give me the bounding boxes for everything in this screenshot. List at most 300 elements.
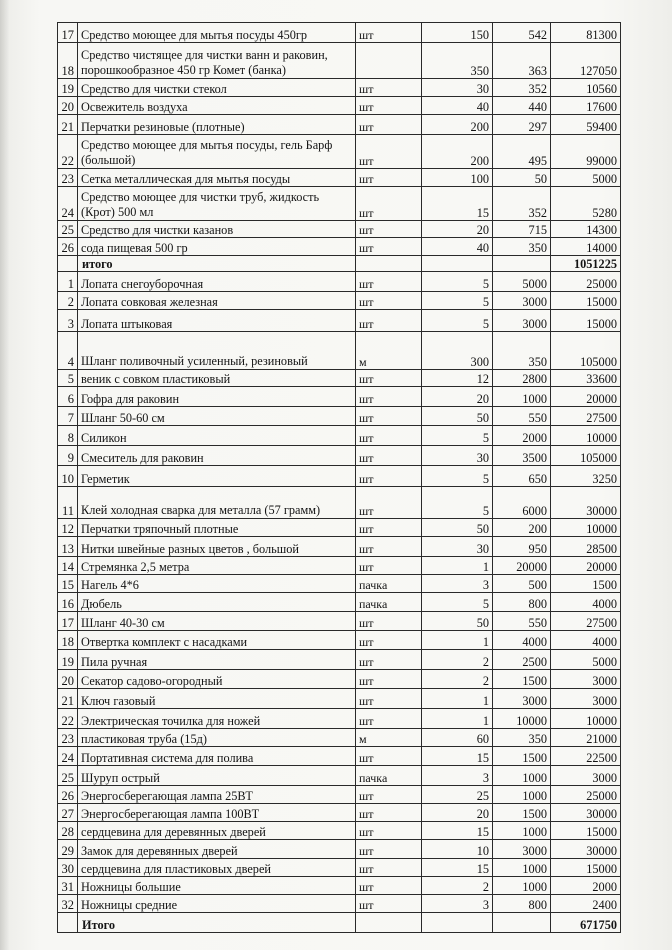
item-name: Пила ручная: [78, 650, 356, 670]
line-sum: 1500: [551, 575, 621, 593]
line-sum: 59400: [551, 115, 621, 135]
item-name: Портативная система для полива: [78, 747, 356, 766]
row-number: 27: [58, 804, 78, 822]
quantity: 2: [422, 650, 493, 670]
unit-of-measure: шт: [356, 466, 422, 487]
item-name: сердцевина для пластиковых дверей: [78, 859, 356, 877]
item-name: Средство для чистки казанов: [78, 221, 356, 238]
table-row: [58, 407, 621, 426]
unit-of-measure: шт: [356, 747, 422, 766]
item-name: Ножницы средние: [78, 895, 356, 913]
unit-price: 1000: [493, 766, 551, 786]
unit-of-measure: шт: [356, 709, 422, 729]
unit-price: 800: [493, 593, 551, 612]
unit-of-measure: пачка: [356, 766, 422, 786]
line-sum: 15000: [551, 310, 621, 332]
line-sum: 27500: [551, 612, 621, 631]
unit-price: 1000: [493, 387, 551, 407]
table-row: [58, 631, 621, 650]
quantity: 20: [422, 221, 493, 238]
unit-of-measure: шт: [356, 786, 422, 804]
unit-price: 800: [493, 895, 551, 913]
table-row: [58, 135, 621, 169]
line-sum: 25000: [551, 786, 621, 804]
quantity: 200: [422, 115, 493, 135]
table-row: [58, 766, 621, 786]
item-name: Ключ газовый: [78, 689, 356, 709]
unit-of-measure: шт: [356, 859, 422, 877]
unit-price: 350: [493, 238, 551, 256]
line-sum: 3000: [551, 670, 621, 689]
line-sum: 3250: [551, 466, 621, 487]
item-name: сода пищевая 500 гр: [78, 238, 356, 256]
table-row: [58, 292, 621, 310]
quantity: 2: [422, 877, 493, 895]
total-sum: 671750: [551, 913, 621, 933]
unit-of-measure: шт: [356, 557, 422, 575]
table-row: [58, 729, 621, 747]
item-name: Средство для чистки стекол: [78, 79, 356, 97]
item-name: Шланг поливочный усиленный, резиновый: [78, 332, 356, 370]
line-sum: 99000: [551, 135, 621, 169]
quantity: 25: [422, 786, 493, 804]
unit-price: 200: [493, 519, 551, 537]
line-sum: 81300: [551, 23, 621, 43]
total-number-cell: [58, 913, 78, 933]
item-name: Стремянка 2,5 метра: [78, 557, 356, 575]
unit-of-measure: шт: [356, 612, 422, 631]
unit-of-measure: шт: [356, 689, 422, 709]
row-number: 21: [58, 115, 78, 135]
row-number: 12: [58, 519, 78, 537]
unit-price: 5000: [493, 272, 551, 292]
unit-price: 1000: [493, 786, 551, 804]
line-sum: 14300: [551, 221, 621, 238]
table-row: [58, 877, 621, 895]
line-sum: 25000: [551, 272, 621, 292]
item-name: Замок для деревянных дверей: [78, 840, 356, 859]
unit-price: 20000: [493, 557, 551, 575]
table-row: [58, 709, 621, 729]
unit-of-measure: шт: [356, 272, 422, 292]
item-name: Средство моющее для мытья посуды 450гр: [78, 23, 356, 43]
quantity: 60: [422, 729, 493, 747]
item-name: Нитки швейные разных цветов , большой: [78, 537, 356, 557]
row-number: 25: [58, 221, 78, 238]
unit-of-measure: [356, 43, 422, 79]
row-number: 11: [58, 487, 78, 519]
quantity: 12: [422, 370, 493, 387]
row-number: 28: [58, 822, 78, 840]
unit-price: 350: [493, 332, 551, 370]
unit-price: 2000: [493, 426, 551, 446]
total-price-cell: [493, 913, 551, 933]
unit-price: 363: [493, 43, 551, 79]
row-number: 17: [58, 23, 78, 43]
unit-price: 350: [493, 729, 551, 747]
unit-of-measure: шт: [356, 79, 422, 97]
item-name: Освежитель воздуха: [78, 97, 356, 115]
quantity: 10: [422, 840, 493, 859]
table-row: [58, 115, 621, 135]
total-number-cell: [58, 256, 78, 272]
table-row: [58, 612, 621, 631]
quantity: 3: [422, 575, 493, 593]
unit-of-measure: шт: [356, 221, 422, 238]
unit-price: 1000: [493, 877, 551, 895]
quantity: 40: [422, 97, 493, 115]
unit-of-measure: шт: [356, 407, 422, 426]
line-sum: 5000: [551, 650, 621, 670]
unit-of-measure: шт: [356, 822, 422, 840]
line-sum: 10000: [551, 709, 621, 729]
row-number: 23: [58, 169, 78, 187]
quantity: 100: [422, 169, 493, 187]
unit-of-measure: пачка: [356, 575, 422, 593]
row-number: 9: [58, 446, 78, 466]
quantity: 1: [422, 631, 493, 650]
line-sum: 33600: [551, 370, 621, 387]
unit-price: 440: [493, 97, 551, 115]
row-number: 24: [58, 747, 78, 766]
line-sum: 10000: [551, 426, 621, 446]
line-sum: 10560: [551, 79, 621, 97]
table-row: [58, 747, 621, 766]
row-number: 13: [58, 537, 78, 557]
total-unit-cell: [356, 256, 422, 272]
unit-price: 3000: [493, 689, 551, 709]
items-table: [57, 22, 621, 933]
table-row: [58, 575, 621, 593]
unit-of-measure: шт: [356, 135, 422, 169]
quantity: 150: [422, 23, 493, 43]
item-name: Лопата совковая железная: [78, 292, 356, 310]
unit-price: 715: [493, 221, 551, 238]
row-number: 23: [58, 729, 78, 747]
item-name: Энергосберегающая лампа 25ВТ: [78, 786, 356, 804]
quantity: 20: [422, 804, 493, 822]
total-sum: 1051225: [551, 256, 621, 272]
unit-of-measure: шт: [356, 537, 422, 557]
scan-edge-shadow: [0, 0, 9, 950]
unit-of-measure: шт: [356, 631, 422, 650]
item-name: Энергосберегающая лампа 100ВТ: [78, 804, 356, 822]
quantity: 3: [422, 766, 493, 786]
total-label: итого: [78, 256, 356, 272]
line-sum: 3000: [551, 689, 621, 709]
unit-of-measure: м: [356, 729, 422, 747]
total-row: [58, 256, 621, 272]
item-name: пластиковая труба (15д): [78, 729, 356, 747]
line-sum: 30000: [551, 840, 621, 859]
line-sum: 21000: [551, 729, 621, 747]
table-row: [58, 670, 621, 689]
unit-price: 3500: [493, 446, 551, 466]
item-name: Отвертка комплект с насадками: [78, 631, 356, 650]
row-number: 6: [58, 387, 78, 407]
unit-price: 1500: [493, 747, 551, 766]
item-name: Шуруп острый: [78, 766, 356, 786]
unit-of-measure: шт: [356, 97, 422, 115]
line-sum: 20000: [551, 557, 621, 575]
quantity: 1: [422, 557, 493, 575]
line-sum: 4000: [551, 593, 621, 612]
row-number: 19: [58, 79, 78, 97]
unit-price: 1500: [493, 670, 551, 689]
item-name: Силикон: [78, 426, 356, 446]
table-row: [58, 804, 621, 822]
unit-price: 10000: [493, 709, 551, 729]
unit-of-measure: шт: [356, 169, 422, 187]
items-table-body: [58, 23, 621, 933]
quantity: 30: [422, 446, 493, 466]
row-number: 19: [58, 650, 78, 670]
unit-price: 1500: [493, 804, 551, 822]
line-sum: 22500: [551, 747, 621, 766]
quantity: 300: [422, 332, 493, 370]
row-number: 17: [58, 612, 78, 631]
unit-of-measure: пачка: [356, 593, 422, 612]
row-number: 2: [58, 292, 78, 310]
item-name: Средство чистящее для чистки ванн и раковин, порошкообразное 450 гр Комет (банка): [78, 43, 356, 79]
item-name: Сетка металлическая для мытья посуды: [78, 169, 356, 187]
row-number: 7: [58, 407, 78, 426]
quantity: 2: [422, 670, 493, 689]
row-number: 20: [58, 670, 78, 689]
row-number: 3: [58, 310, 78, 332]
table-row: [58, 822, 621, 840]
unit-of-measure: шт: [356, 895, 422, 913]
unit-of-measure: шт: [356, 238, 422, 256]
unit-price: 3000: [493, 840, 551, 859]
unit-of-measure: шт: [356, 23, 422, 43]
item-name: сердцевина для деревянных дверей: [78, 822, 356, 840]
item-name: Секатор садово-огородный: [78, 670, 356, 689]
line-sum: 127050: [551, 43, 621, 79]
unit-price: 550: [493, 407, 551, 426]
unit-of-measure: шт: [356, 670, 422, 689]
quantity: 50: [422, 519, 493, 537]
line-sum: 15000: [551, 822, 621, 840]
table-row: [58, 79, 621, 97]
total-price-cell: [493, 256, 551, 272]
table-row: [58, 187, 621, 221]
unit-price: 2800: [493, 370, 551, 387]
item-name: Лопата штыковая: [78, 310, 356, 332]
row-number: 1: [58, 272, 78, 292]
total-label: Итого: [78, 913, 356, 933]
row-number: 16: [58, 593, 78, 612]
unit-of-measure: шт: [356, 519, 422, 537]
unit-price: 4000: [493, 631, 551, 650]
quantity: 5: [422, 487, 493, 519]
quantity: 1: [422, 709, 493, 729]
quantity: 40: [422, 238, 493, 256]
quantity: 200: [422, 135, 493, 169]
unit-price: 352: [493, 79, 551, 97]
unit-of-measure: шт: [356, 387, 422, 407]
total-unit-cell: [356, 913, 422, 933]
row-number: 21: [58, 689, 78, 709]
item-name: Нагель 4*6: [78, 575, 356, 593]
unit-price: 542: [493, 23, 551, 43]
item-name: Перчатки тряпочный плотные: [78, 519, 356, 537]
table-row: [58, 43, 621, 79]
unit-price: 500: [493, 575, 551, 593]
line-sum: 28500: [551, 537, 621, 557]
unit-price: 2500: [493, 650, 551, 670]
quantity: 5: [422, 292, 493, 310]
quantity: 3: [422, 895, 493, 913]
table-row: [58, 650, 621, 670]
quantity: 15: [422, 187, 493, 221]
table-row: [58, 370, 621, 387]
line-sum: 20000: [551, 387, 621, 407]
line-sum: 15000: [551, 292, 621, 310]
unit-of-measure: шт: [356, 426, 422, 446]
row-number: 22: [58, 135, 78, 169]
quantity: 15: [422, 859, 493, 877]
row-number: 31: [58, 877, 78, 895]
line-sum: 2000: [551, 877, 621, 895]
total-qty-cell: [422, 256, 493, 272]
quantity: 50: [422, 612, 493, 631]
unit-price: 297: [493, 115, 551, 135]
row-number: 29: [58, 840, 78, 859]
table-row: [58, 169, 621, 187]
row-number: 5: [58, 370, 78, 387]
item-name: Шланг 40-30 см: [78, 612, 356, 631]
table-row: [58, 593, 621, 612]
unit-price: 1000: [493, 859, 551, 877]
unit-price: 1000: [493, 822, 551, 840]
unit-price: 950: [493, 537, 551, 557]
unit-of-measure: шт: [356, 187, 422, 221]
row-number: 20: [58, 97, 78, 115]
unit-of-measure: шт: [356, 370, 422, 387]
table-row: [58, 426, 621, 446]
unit-price: 550: [493, 612, 551, 631]
line-sum: 30000: [551, 804, 621, 822]
unit-price: 6000: [493, 487, 551, 519]
table-row: [58, 487, 621, 519]
table-row: [58, 537, 621, 557]
unit-of-measure: м: [356, 332, 422, 370]
item-name: Лопата снегоуборочная: [78, 272, 356, 292]
table-row: [58, 840, 621, 859]
row-number: 26: [58, 786, 78, 804]
quantity: 5: [422, 310, 493, 332]
unit-price: 50: [493, 169, 551, 187]
row-number: 10: [58, 466, 78, 487]
table-row: [58, 859, 621, 877]
quantity: 1: [422, 689, 493, 709]
row-number: 18: [58, 631, 78, 650]
table-row: [58, 466, 621, 487]
row-number: 14: [58, 557, 78, 575]
row-number: 26: [58, 238, 78, 256]
row-number: 22: [58, 709, 78, 729]
line-sum: 10000: [551, 519, 621, 537]
table-row: [58, 272, 621, 292]
line-sum: 105000: [551, 332, 621, 370]
unit-of-measure: шт: [356, 292, 422, 310]
line-sum: 17600: [551, 97, 621, 115]
item-name: веник с совком пластиковый: [78, 370, 356, 387]
unit-of-measure: шт: [356, 840, 422, 859]
table-row: [58, 557, 621, 575]
line-sum: 4000: [551, 631, 621, 650]
table-row: [58, 446, 621, 466]
row-number: 32: [58, 895, 78, 913]
line-sum: 27500: [551, 407, 621, 426]
table-row: [58, 310, 621, 332]
quantity: 350: [422, 43, 493, 79]
quantity: 50: [422, 407, 493, 426]
item-name: Клей холодная сварка для металла (57 грамм): [78, 487, 356, 519]
item-name: Электрическая точилка для ножей: [78, 709, 356, 729]
line-sum: 3000: [551, 766, 621, 786]
line-sum: 15000: [551, 859, 621, 877]
item-name: Смеситель для раковин: [78, 446, 356, 466]
unit-of-measure: шт: [356, 446, 422, 466]
quantity: 5: [422, 466, 493, 487]
row-number: 15: [58, 575, 78, 593]
row-number: 4: [58, 332, 78, 370]
item-name: Герметик: [78, 466, 356, 487]
quantity: 15: [422, 747, 493, 766]
item-name: Гофра для раковин: [78, 387, 356, 407]
table-row: [58, 689, 621, 709]
unit-price: 650: [493, 466, 551, 487]
quantity: 5: [422, 593, 493, 612]
unit-of-measure: шт: [356, 310, 422, 332]
unit-of-measure: шт: [356, 487, 422, 519]
table-row: [58, 332, 621, 370]
row-number: 30: [58, 859, 78, 877]
line-sum: 30000: [551, 487, 621, 519]
unit-price: 352: [493, 187, 551, 221]
unit-of-measure: шт: [356, 877, 422, 895]
row-number: 8: [58, 426, 78, 446]
quantity: 5: [422, 272, 493, 292]
table-row: [58, 238, 621, 256]
quantity: 5: [422, 426, 493, 446]
unit-price: 3000: [493, 310, 551, 332]
table-row: [58, 221, 621, 238]
item-name: Шланг 50-60 см: [78, 407, 356, 426]
unit-price: 3000: [493, 292, 551, 310]
line-sum: 2400: [551, 895, 621, 913]
quantity: 30: [422, 79, 493, 97]
line-sum: 5280: [551, 187, 621, 221]
table-row: [58, 387, 621, 407]
unit-of-measure: шт: [356, 115, 422, 135]
unit-price: 495: [493, 135, 551, 169]
item-name: Средство моющее для чистки труб, жидкость (Крот) 500 мл: [78, 187, 356, 221]
row-number: 24: [58, 187, 78, 221]
table-row: [58, 97, 621, 115]
item-name: Перчатки резиновые (плотные): [78, 115, 356, 135]
table-row: [58, 895, 621, 913]
line-sum: 105000: [551, 446, 621, 466]
total-row: [58, 913, 621, 933]
item-name: Дюбель: [78, 593, 356, 612]
item-name: Ножницы большие: [78, 877, 356, 895]
unit-of-measure: шт: [356, 650, 422, 670]
total-qty-cell: [422, 913, 493, 933]
table-row: [58, 23, 621, 43]
